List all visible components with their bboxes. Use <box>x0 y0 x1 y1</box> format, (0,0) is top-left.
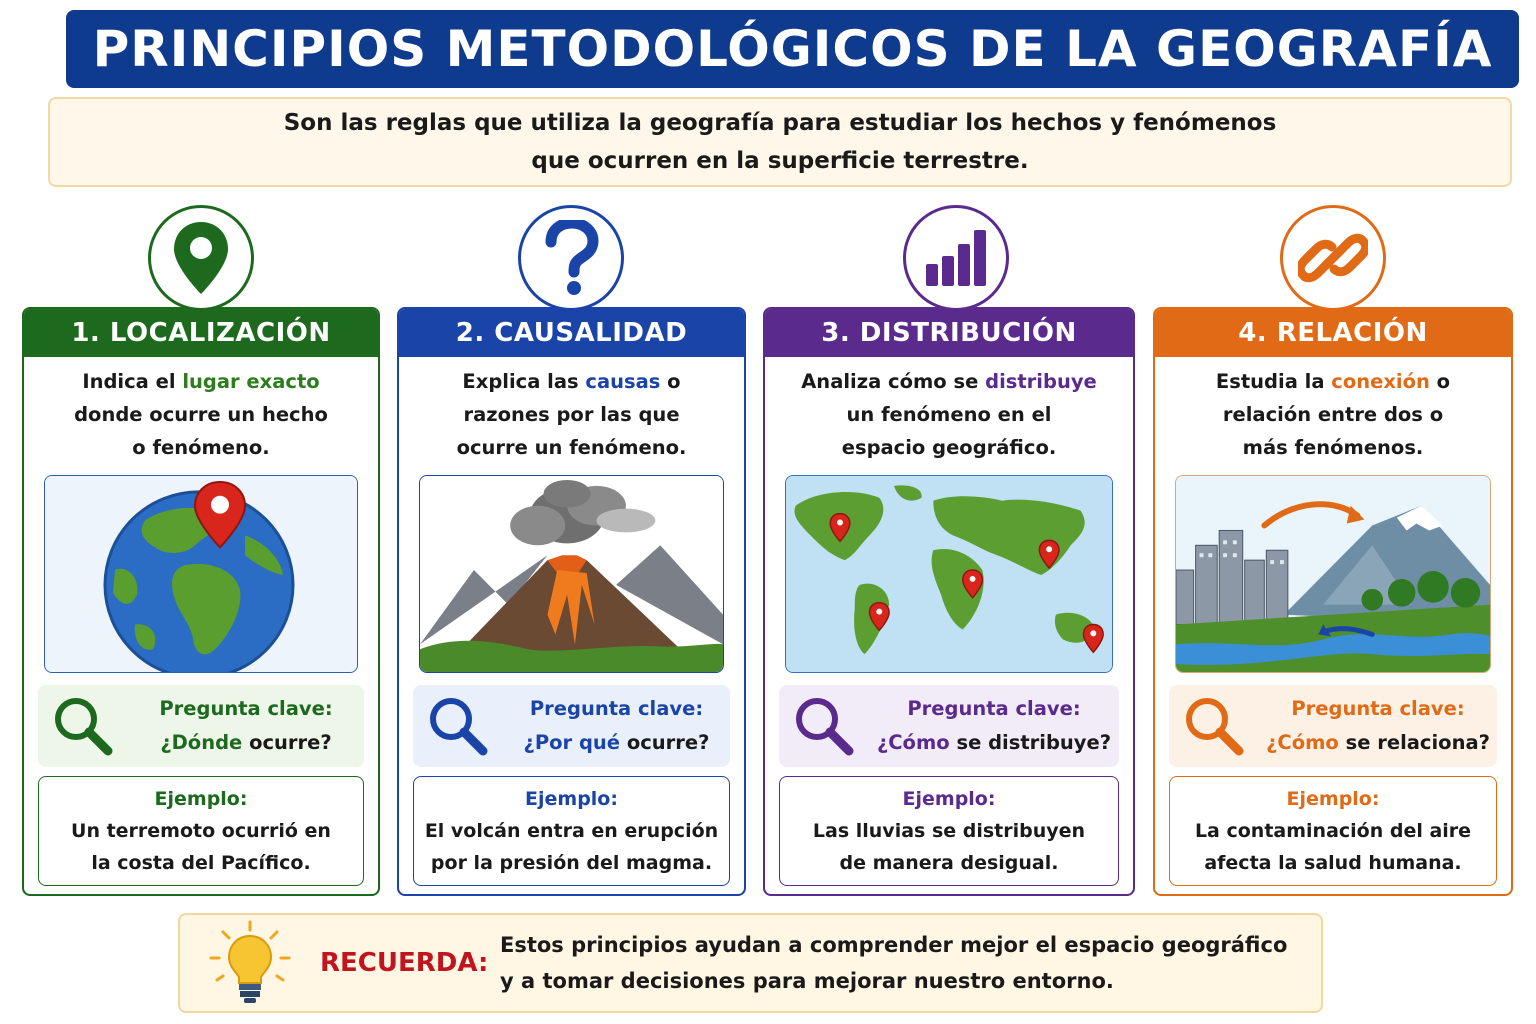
desc-highlight: lugar exacto <box>182 370 320 393</box>
card-description <box>399 365 744 464</box>
example-text: El volcán entra en erupción <box>424 820 719 842</box>
desc-highlight: conexión <box>1331 370 1430 393</box>
desc-text: un fenómeno en el <box>846 403 1052 426</box>
example-box <box>38 776 364 886</box>
desc-text: razones por las que <box>463 403 680 426</box>
recuerda-label: RECUERDA: <box>320 948 489 978</box>
desc-text: donde ocurre un hecho <box>74 403 328 426</box>
desc-text: espacio geográfico. <box>841 436 1057 459</box>
page-title: PRINCIPIOS METODOLÓGICOS DE LA GEOGRAFÍA <box>92 20 1493 78</box>
question-label: Pregunta clave: <box>159 697 333 720</box>
desc-text: o fenómeno. <box>132 436 270 459</box>
desc-highlight: causas <box>585 370 661 393</box>
title-banner <box>66 10 1519 88</box>
card-description <box>1155 365 1511 464</box>
card-relacion <box>1153 307 1513 896</box>
example-text: de manera desigual. <box>839 852 1059 874</box>
card-header: 1. LOCALIZACIÓN <box>24 309 378 357</box>
example-text: afecta la salud humana. <box>1204 852 1462 874</box>
magnifier-icon <box>38 695 128 757</box>
desc-text: Estudia la <box>1215 370 1332 393</box>
desc-text: más fenómenos. <box>1242 436 1424 459</box>
desc-text: o <box>1429 370 1451 393</box>
example-text: por la presión del magma. <box>430 852 713 874</box>
magnifier-icon <box>413 695 503 757</box>
question-text: ocurre? <box>242 731 332 754</box>
magnifier-icon <box>779 695 869 757</box>
card-localizacion <box>22 307 380 896</box>
question-label: Pregunta clave: <box>1291 697 1465 720</box>
key-question-box <box>1169 685 1497 767</box>
example-text: La contaminación del aire <box>1194 820 1472 842</box>
example-label: Ejemplo: <box>154 788 248 810</box>
card-header: 3. DISTRIBUCIÓN <box>765 309 1133 357</box>
example-text: la costa del Pacífico. <box>91 852 311 874</box>
intro-line-2: que ocurren en la superficie terrestre. <box>531 148 1029 174</box>
example-label: Ejemplo: <box>1286 788 1380 810</box>
question-text: se relaciona? <box>1338 731 1490 754</box>
key-question-box <box>413 685 730 767</box>
chain-link-icon <box>1280 205 1386 311</box>
question-highlight: ¿Por qué <box>523 731 621 754</box>
recuerda-line: Estos principios ayudan a comprender mejor el espacio geográfico <box>500 933 1288 957</box>
magnifier-icon <box>1169 695 1259 757</box>
card-distribucion <box>763 307 1135 896</box>
desc-text: o <box>660 370 681 393</box>
recuerda-box <box>178 913 1323 1013</box>
example-label: Ejemplo: <box>525 788 618 810</box>
question-label: Pregunta clave: <box>529 697 704 720</box>
example-box <box>413 776 730 886</box>
desc-text: Analiza cómo se <box>801 370 986 393</box>
bar-chart-icon <box>903 205 1009 311</box>
desc-highlight: distribuye <box>985 370 1097 393</box>
card-causalidad <box>397 307 746 896</box>
world-map-with-pins <box>785 475 1113 673</box>
card-header: 4. RELACIÓN <box>1155 309 1511 357</box>
card-header: 2. CAUSALIDAD <box>399 309 744 357</box>
question-mark-icon <box>518 205 624 311</box>
example-box <box>779 776 1119 886</box>
erupting-volcano <box>419 475 724 673</box>
question-text: ocurre? <box>620 731 710 754</box>
question-label: Pregunta clave: <box>907 697 1081 720</box>
question-highlight: ¿Cómo <box>1266 731 1339 754</box>
example-label: Ejemplo: <box>902 788 996 810</box>
example-text: Un terremoto ocurrió en <box>71 820 331 842</box>
key-question-box <box>38 685 364 767</box>
desc-text: relación entre dos o <box>1222 403 1444 426</box>
desc-text: Indica el <box>82 370 183 393</box>
recuerda-text <box>500 927 1287 999</box>
desc-text: ocurre un fenómeno. <box>456 436 687 459</box>
globe-with-pin <box>44 475 358 673</box>
recuerda-line: y a tomar decisiones para mejorar nuestro entorno. <box>500 969 1114 993</box>
lightbulb-icon <box>180 920 320 1006</box>
card-description <box>24 365 378 464</box>
example-box <box>1169 776 1497 886</box>
question-highlight: ¿Dónde <box>160 731 243 754</box>
city-mountain-river <box>1175 475 1491 673</box>
location-pin-icon <box>148 205 254 311</box>
card-description <box>765 365 1133 464</box>
question-highlight: ¿Cómo <box>876 731 950 754</box>
intro-box <box>48 97 1512 187</box>
desc-text: Explica las <box>462 370 586 393</box>
example-text: Las lluvias se distribuyen <box>812 820 1086 842</box>
question-text: se distribuye? <box>949 731 1112 754</box>
intro-line-1: Son las reglas que utiliza la geografía para estudiar los hechos y fenómenos <box>283 110 1277 136</box>
key-question-box <box>779 685 1119 767</box>
